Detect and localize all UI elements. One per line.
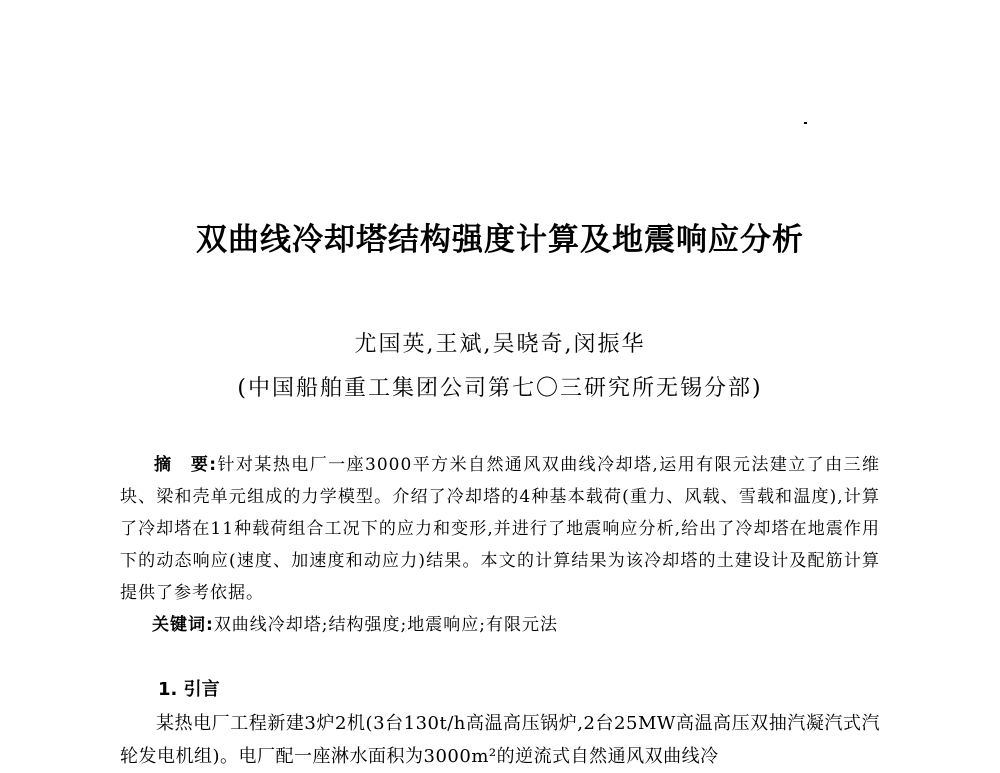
author-list: 尤国英,王斌,吴晓奇,闵振华 [354, 332, 646, 357]
author-affiliation: (中国船舶重工集团公司第七〇三研究所无锡分部) [237, 376, 763, 401]
abstract-text: 针对某热电厂一座3000平方米自然通风双曲线冷却塔,运用有限元法建立了由三维块、梁和壳单元组成的力学模型。介绍了冷却塔的4种基本载荷(重力、风载、雪载和温度),计算了冷却塔在11种载荷组合工况下的应力和变形,并进行了地震响应分析,给出了冷却塔在地震作用下的动态响应(速度、加速度和动应力)结果。本文的计算结果为该冷却塔的土建设计及配筋计算提供了参考依据。 [120, 455, 880, 603]
section-heading-introduction: 1. 引言 [158, 679, 220, 700]
introduction-paragraph: 某热电厂工程新建3炉2机(3台130t/h高温高压锅炉,2台25MW高温高压双抽汽凝汽式汽轮发电机组)。电厂配一座淋水面积为3000m²的逆流式自然通风双曲线冷 [120, 713, 880, 767]
keywords-line [152, 609, 558, 641]
abstract-paragraph [120, 449, 880, 609]
paper-title: 双曲线冷却塔结构强度计算及地震响应分析 [196, 222, 804, 258]
keywords-label: 关键词: [152, 615, 214, 635]
scan-speck [804, 122, 807, 124]
abstract-label: 摘 要: [154, 455, 218, 475]
keywords-text: 双曲线冷却塔;结构强度;地震响应;有限元法 [213, 615, 558, 635]
